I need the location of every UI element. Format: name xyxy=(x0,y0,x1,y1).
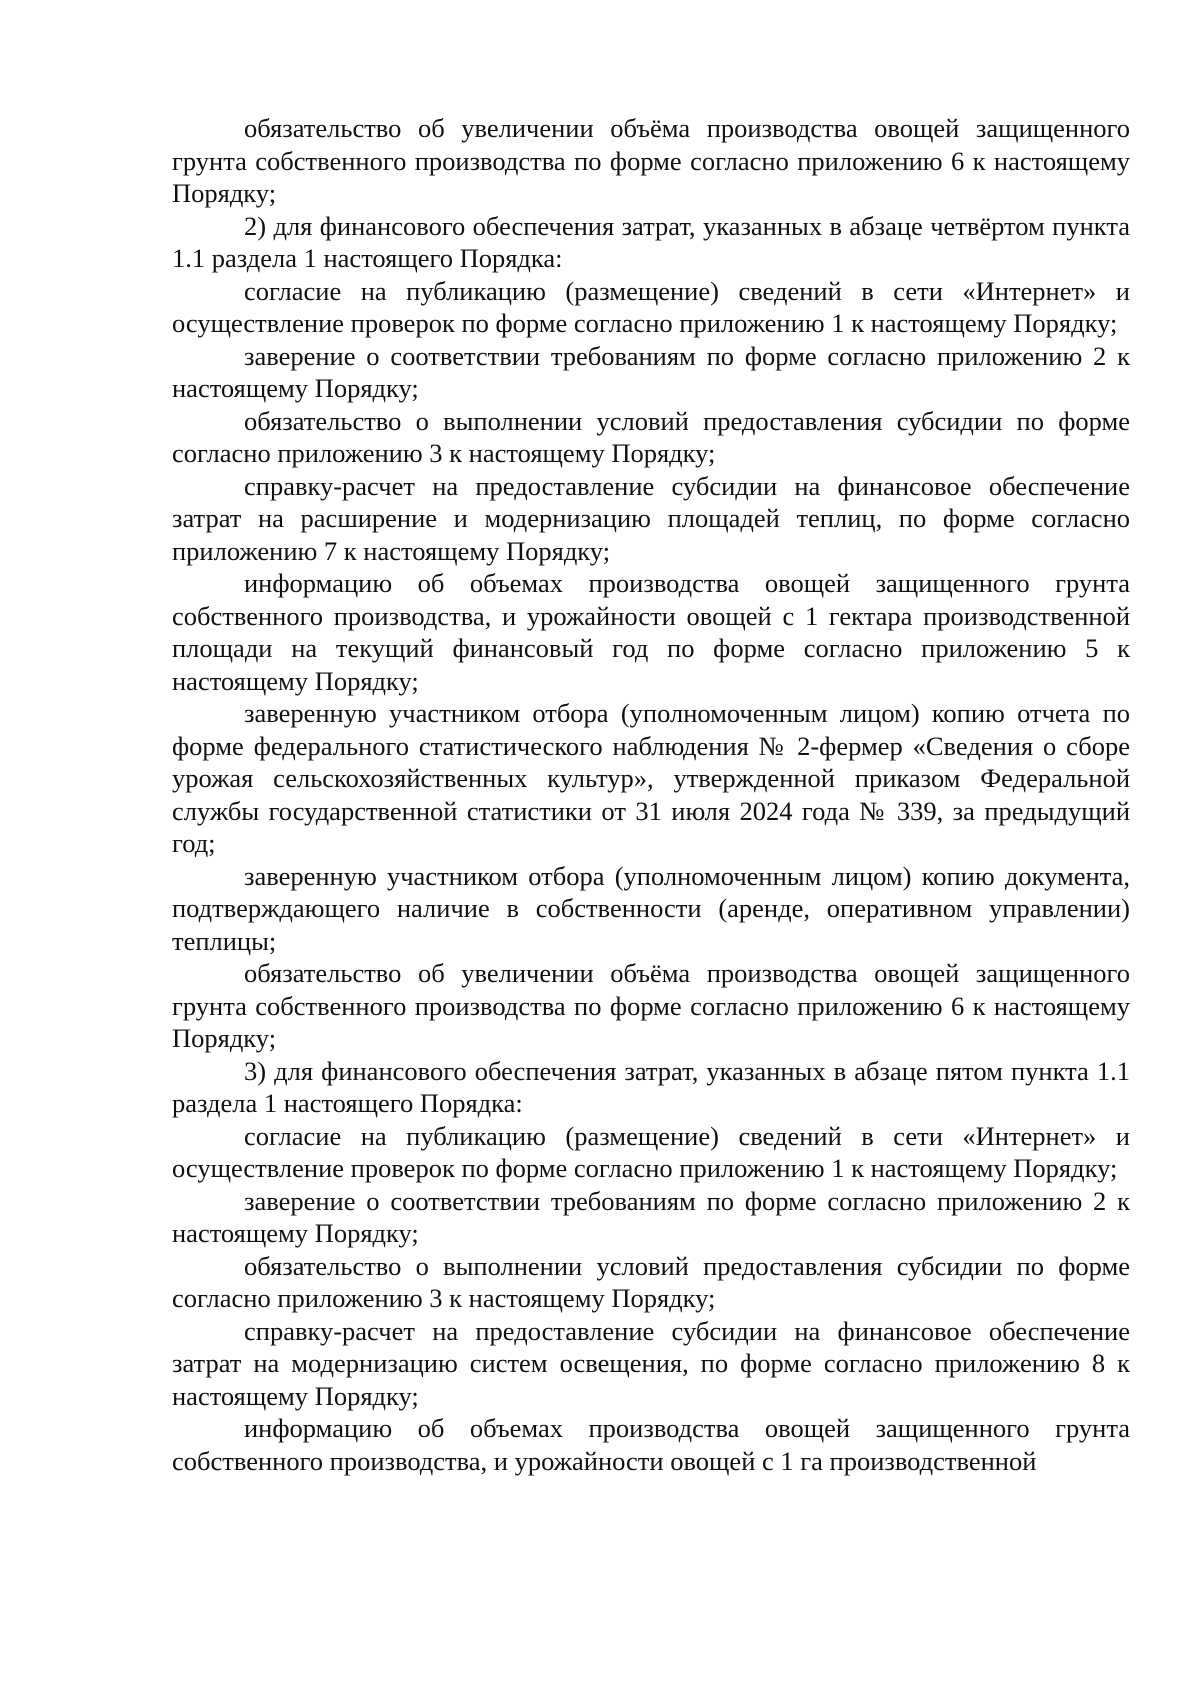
paragraph-2: 2) для финансового обеспечения затрат, указанных в абзаце четвёртом пункта 1.1 раздела 1 настоящего Порядка: xyxy=(172,210,1130,273)
paragraph-10: обязательство об увеличении объёма производства овощей защищенного грунта собственного производства по форме согласно приложению 6 к настоящему Порядку; xyxy=(172,958,1130,1053)
paragraph-5: обязательство о выполнении условий предоставления субсидии по форме согласно приложению 3 к настоящему Порядку; xyxy=(172,405,1130,468)
paragraph-8: заверенную участником отбора (уполномоченным лицом) копию отчета по форме федерального статистического наблюдения № 2-фермер «Сведения о сборе урожая сельскохозяйственных культур», утвержденной приказом Федеральной службы государственной статистики от 31 июля 2024 года № 339, за предыдущий год; xyxy=(172,698,1130,858)
paragraph-16: информацию об объемах производства овощей защищенного грунта собственного производства, и урожайности овощей с 1 га производственной xyxy=(172,1413,1130,1476)
paragraph-12: согласие на публикацию (размещение) сведений в сети «Интернет» и осуществление проверок по форме согласно приложению 1 к настоящему Порядку; xyxy=(172,1120,1130,1183)
paragraph-4: заверение о соответствии требованиям по форме согласно приложению 2 к настоящему Порядку; xyxy=(172,340,1130,403)
paragraph-15: справку-расчет на предоставление субсидии на финансовое обеспечение затрат на модернизацию систем освещения, по форме согласно приложению 8 к настоящему Порядку; xyxy=(172,1315,1130,1411)
paragraph-14: обязательство о выполнении условий предоставления субсидии по форме согласно приложению 3 к настоящему Порядку; xyxy=(172,1250,1130,1313)
paragraph-3: согласие на публикацию (размещение) сведений в сети «Интернет» и осуществление проверок по форме согласно приложению 1 к настоящему Порядку; xyxy=(172,275,1130,338)
paragraph-11: 3) для финансового обеспечения затрат, указанных в абзаце пятом пункта 1.1 раздела 1 настоящего Порядка: xyxy=(172,1055,1130,1118)
document-page xyxy=(172,112,1130,1477)
paragraph-7: информацию об объемах производства овощей защищенного грунта собственного производства, и урожайности овощей с 1 гектара производственной площади на текущий финансовый год по форме согласно приложению 5 к настоящему Порядку; xyxy=(172,568,1130,696)
paragraph-1: обязательство об увеличении объёма производства овощей защищенного грунта собственного производства по форме согласно приложению 6 к настоящему Порядку; xyxy=(172,113,1130,208)
paragraph-13: заверение о соответствии требованиям по форме согласно приложению 2 к настоящему Порядку; xyxy=(172,1185,1130,1248)
paragraph-6: справку-расчет на предоставление субсидии на финансовое обеспечение затрат на расширение и модернизацию площадей теплиц, по форме согласно приложению 7 к настоящему Порядку; xyxy=(172,470,1130,566)
paragraph-9: заверенную участником отбора (уполномоченным лицом) копию документа, подтверждающего наличие в собственности (аренде, оперативном управлении) теплицы; xyxy=(172,860,1130,956)
